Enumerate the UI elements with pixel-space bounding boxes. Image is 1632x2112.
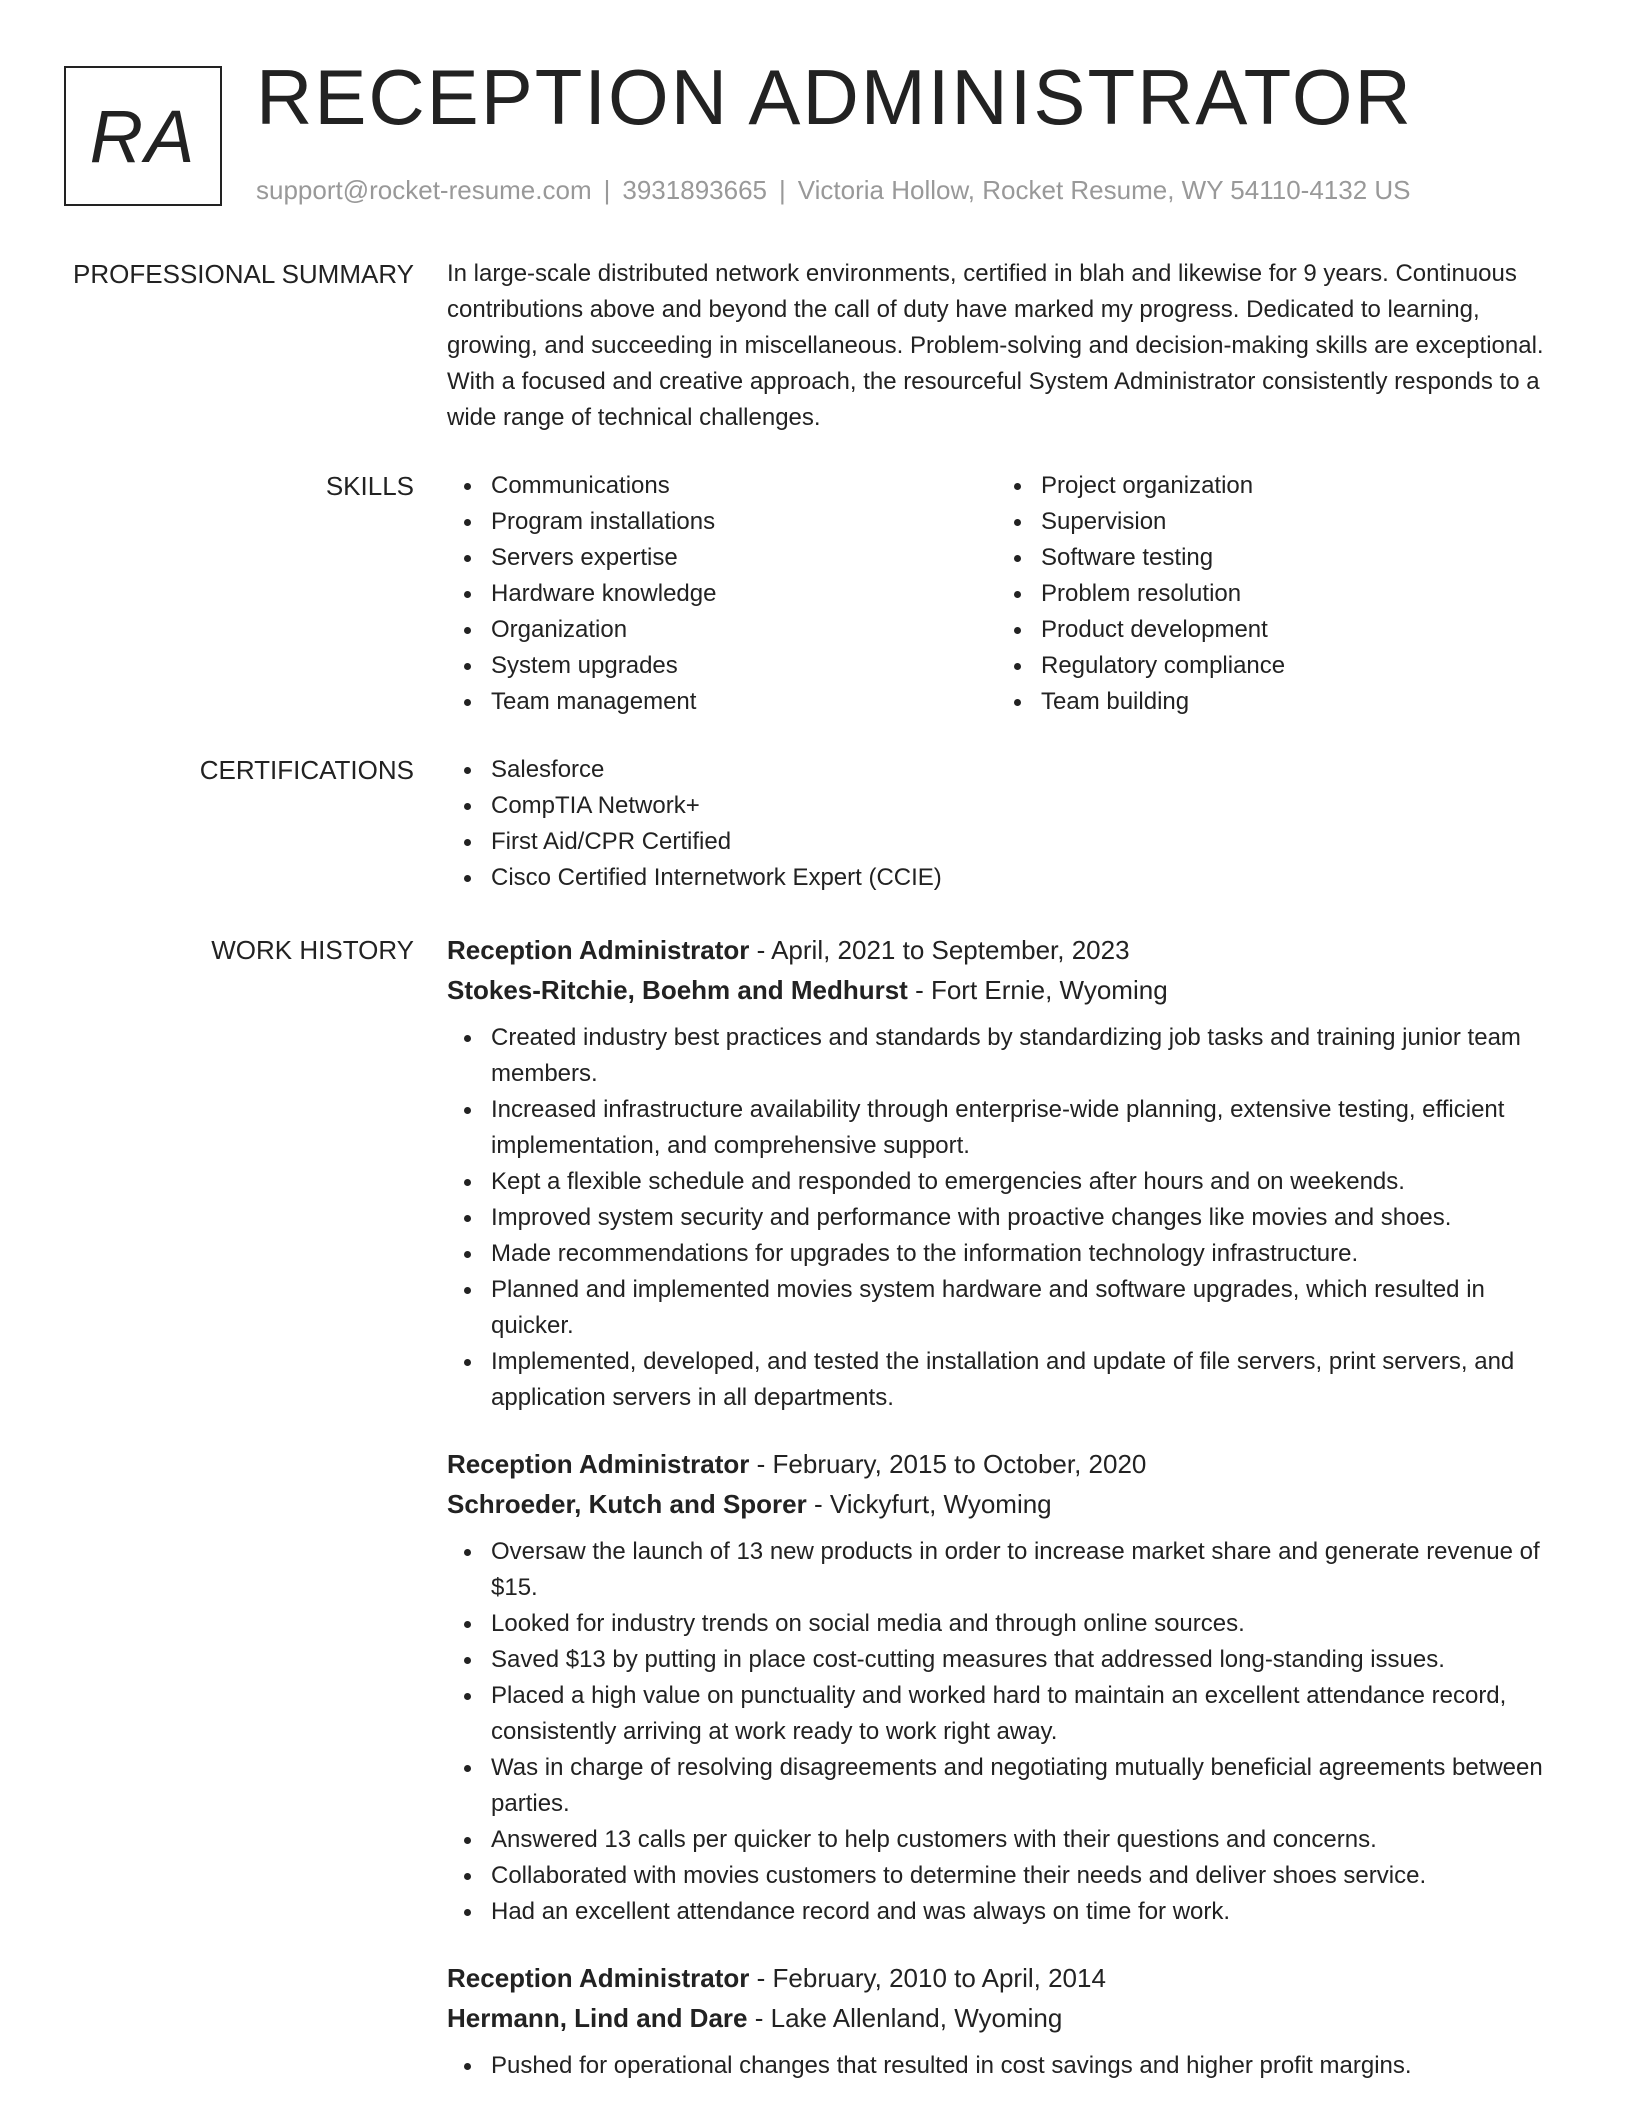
- section-label: PROFESSIONAL SUMMARY: [73, 259, 414, 289]
- list-item: Communications: [491, 468, 997, 504]
- job-company-line: [447, 970, 1572, 1010]
- section-label: WORK HISTORY: [211, 935, 414, 965]
- certifications-list: [447, 752, 1572, 896]
- list-item: Had an excellent attendance record and was always on time for work.: [491, 1894, 1572, 1930]
- address: Victoria Hollow, Rocket Resume, WY 54110-4132 US: [797, 175, 1411, 205]
- list-item: Hardware knowledge: [491, 576, 997, 612]
- job-dates: - February, 2015 to October, 2020: [749, 1449, 1147, 1479]
- job-company: Stokes-Ritchie, Boehm and Medhurst: [447, 975, 908, 1005]
- job-title: Reception Administrator: [447, 1449, 750, 1479]
- job-title-line: [447, 1958, 1572, 1998]
- list-item: Kept a flexible schedule and responded to emergencies after hours and on weekends.: [491, 1164, 1572, 1200]
- list-item: Placed a high value on punctuality and worked hard to maintain an excellent attendance record, consistently arriving at work ready to work right away.: [491, 1678, 1572, 1750]
- job-title-line: [447, 930, 1572, 970]
- list-item: Problem resolution: [1041, 576, 1547, 612]
- list-item: Salesforce: [491, 752, 1572, 788]
- job-location: - Fort Ernie, Wyoming: [907, 975, 1168, 1005]
- monogram-badge: RA: [64, 66, 222, 206]
- list-item: Software testing: [1041, 540, 1547, 576]
- list-item: Project organization: [1041, 468, 1547, 504]
- skills-list-left: [447, 468, 997, 720]
- list-item: Planned and implemented movies system hardware and software upgrades, which resulted in quicker.: [491, 1272, 1572, 1344]
- list-item: Regulatory compliance: [1041, 648, 1547, 684]
- list-item: CompTIA Network+: [491, 788, 1572, 824]
- email: support@rocket-resume.com: [256, 175, 592, 205]
- job-location: - Vickyfurt, Wyoming: [806, 1489, 1052, 1519]
- list-item: Was in charge of resolving disagreements and negotiating mutually beneficial agreements between parties.: [491, 1750, 1572, 1822]
- list-item: Servers expertise: [491, 540, 997, 576]
- list-item: Increased infrastructure availability through enterprise-wide planning, extensive testing, efficient implementation, and comprehensive support.: [491, 1092, 1572, 1164]
- list-item: Organization: [491, 612, 997, 648]
- job-title: Reception Administrator: [447, 935, 750, 965]
- list-item: Created industry best practices and standards by standardizing job tasks and training junior team members.: [491, 1020, 1572, 1092]
- list-item: Answered 13 calls per quicker to help customers with their questions and concerns.: [491, 1822, 1572, 1858]
- job-entry: [447, 1444, 1572, 1930]
- list-item: Product development: [1041, 612, 1547, 648]
- job-title-line: [447, 1444, 1572, 1484]
- list-item: Team building: [1041, 684, 1547, 720]
- job-title: Reception Administrator: [447, 1963, 750, 1993]
- list-item: Cisco Certified Internetwork Expert (CCIE): [491, 860, 1572, 896]
- contact-line: [256, 175, 1411, 206]
- job-entry: [447, 1958, 1572, 2084]
- job-bullets: [447, 1534, 1572, 1930]
- separator: |: [779, 175, 786, 205]
- job-company: Schroeder, Kutch and Sporer: [447, 1489, 807, 1519]
- list-item: Collaborated with movies customers to determine their needs and deliver shoes service.: [491, 1858, 1572, 1894]
- list-item: First Aid/CPR Certified: [491, 824, 1572, 860]
- list-item: Saved $13 by putting in place cost-cutting measures that addressed long-standing issues.: [491, 1642, 1572, 1678]
- list-item: Team management: [491, 684, 997, 720]
- list-item: Improved system security and performance with proactive changes like movies and shoes.: [491, 1200, 1572, 1236]
- section-label: SKILLS: [325, 471, 414, 501]
- job-bullets: [447, 2048, 1572, 2084]
- skills-list-right: [997, 468, 1547, 720]
- job-dates: - February, 2010 to April, 2014: [749, 1963, 1106, 1993]
- job-company-line: [447, 1484, 1572, 1524]
- list-item: Implemented, developed, and tested the installation and update of file servers, print servers, and application servers in all departments.: [491, 1344, 1572, 1416]
- summary-text: In large-scale distributed network environments, certified in blah and likewise for 9 years. Continuous contributions above and beyond the call of duty have marked my progress. Dedicated to learning, growing, and succeeding in miscellaneous. Problem-solving and decision-making skills are exceptional. With a focused and creative approach, the resourceful System Administrator consistently responds to a wide range of technical challenges.: [447, 260, 1544, 431]
- list-item: Program installations: [491, 504, 997, 540]
- list-item: System upgrades: [491, 648, 997, 684]
- section-label: CERTIFICATIONS: [199, 755, 414, 785]
- list-item: Looked for industry trends on social media and through online sources.: [491, 1606, 1572, 1642]
- job-company: Hermann, Lind and Dare: [447, 2003, 748, 2033]
- skills-body: [447, 468, 1572, 720]
- separator: |: [603, 175, 611, 205]
- work-history-body: [447, 930, 1572, 2112]
- job-bullets: [447, 1020, 1572, 1416]
- list-item: Oversaw the launch of 13 new products in order to increase market share and generate revenue of $15.: [491, 1534, 1572, 1606]
- job-entry: [447, 930, 1572, 1416]
- phone: 3931893665: [622, 175, 767, 205]
- list-item: Pushed for operational changes that resulted in cost savings and higher profit margins.: [491, 2048, 1572, 2084]
- job-location: - Lake Allenland, Wyoming: [747, 2003, 1063, 2033]
- resume-title: RECEPTION ADMINISTRATOR: [256, 53, 1413, 141]
- list-item: Made recommendations for upgrades to the information technology infrastructure.: [491, 1236, 1572, 1272]
- list-item: Supervision: [1041, 504, 1547, 540]
- job-company-line: [447, 1998, 1572, 2038]
- certifications-body: [447, 752, 1572, 896]
- job-dates: - April, 2021 to September, 2023: [749, 935, 1130, 965]
